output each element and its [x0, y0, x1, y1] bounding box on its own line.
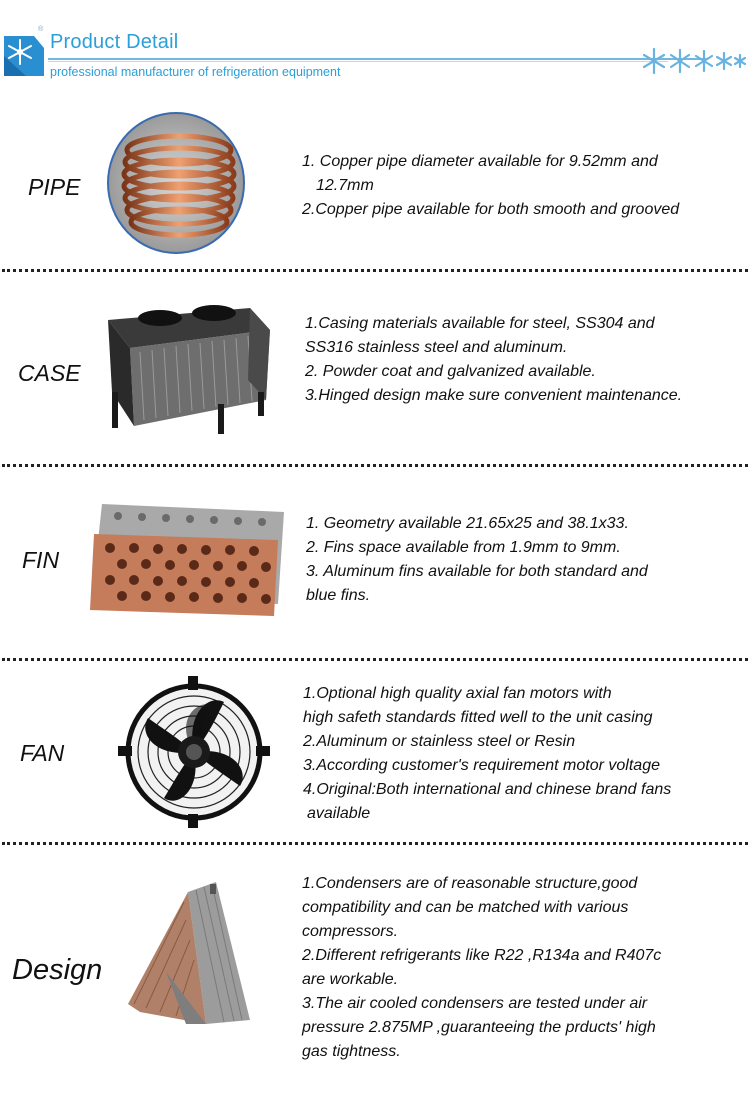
copper-coil-image: [107, 112, 245, 254]
desc-line: compatibility and can be matched with various: [302, 899, 629, 916]
section-divider: [2, 658, 748, 661]
section-label: FAN: [20, 740, 65, 766]
fin-plates-image: [88, 500, 288, 618]
snowflakes-icon: [640, 44, 748, 78]
header-divider: [48, 58, 708, 60]
desc-line: 1. Geometry available 21.65x25 and 38.1x33.: [306, 515, 629, 532]
registered-mark: ®: [38, 26, 44, 33]
desc-line: available: [307, 805, 371, 822]
desc-line: 3.According customer's requirement motor voltage: [303, 757, 660, 774]
axial-fan-image: [116, 674, 272, 830]
desc-line: blue fins.: [306, 587, 371, 604]
section-description: [303, 682, 671, 826]
desc-line: 1.Optional high quality axial fan motors with: [303, 685, 612, 702]
section-description: [302, 872, 661, 1064]
page-header: [0, 0, 750, 95]
snowflake-logo-icon: [2, 30, 46, 80]
desc-line: pressure 2.875MP ,guaranteeing the prducts' high: [302, 1019, 656, 1036]
desc-line: 3.Hinged design make sure convenient maintenance.: [305, 387, 683, 404]
section-label: Design: [12, 954, 103, 986]
desc-line: 2. Fins space available from 1.9mm to 9mm.: [306, 539, 621, 556]
section-label: FIN: [22, 547, 60, 573]
desc-line: 2. Powder coat and galvanized available.: [305, 363, 596, 380]
desc-line: high safeth standards fitted well to the unit casing: [303, 709, 653, 726]
section-description: [306, 512, 648, 608]
desc-line: 3. Aluminum fins available for both standard and: [306, 563, 648, 580]
section-divider: [2, 464, 748, 467]
desc-line: gas tightness.: [302, 1043, 401, 1060]
section-label: PIPE: [28, 174, 81, 200]
v-condenser-image: [126, 880, 254, 1026]
desc-line: 1.Condensers are of reasonable structure,good: [302, 875, 638, 892]
section-label: CASE: [18, 360, 81, 386]
page-subtitle: professional manufacturer of refrigeration equipment: [50, 65, 341, 79]
desc-line: compressors.: [302, 923, 399, 940]
header-divider-thin: [48, 61, 668, 62]
desc-line: 4.Original:Both international and chinese brand fans: [303, 781, 672, 798]
desc-line: 3.The air cooled condensers are tested under air: [302, 995, 648, 1012]
section-divider: [2, 842, 748, 845]
desc-line: 12.7mm: [316, 177, 374, 194]
desc-line: 2.Different refrigerants like R22 ,R134a and R407c: [302, 947, 662, 964]
desc-line: 1.Casing materials available for steel, SS304 and: [305, 315, 655, 332]
desc-line: 1. Copper pipe diameter available for 9.52mm and: [302, 153, 658, 170]
desc-line: SS316 stainless steel and aluminum.: [305, 339, 568, 356]
desc-line: are workable.: [302, 971, 399, 988]
desc-line: 2.Copper pipe available for both smooth and grooved: [302, 201, 680, 218]
desc-line: 2.Aluminum or stainless steel or Resin: [303, 733, 576, 750]
condenser-case-image: [100, 300, 276, 436]
section-divider: [2, 269, 748, 272]
page-title: Product Detail: [50, 31, 179, 53]
section-description: [305, 312, 682, 408]
section-description: [302, 150, 679, 222]
